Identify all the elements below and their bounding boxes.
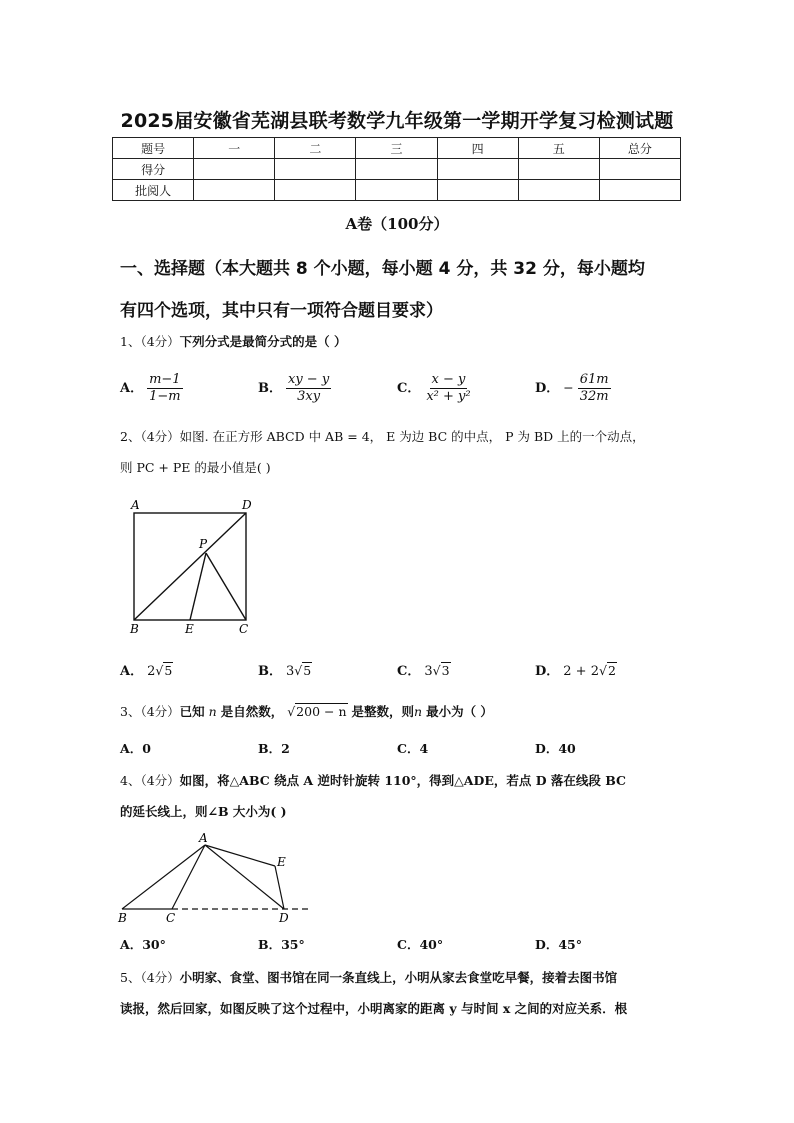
score-col-header: 总分 <box>599 138 680 159</box>
label-d: D <box>242 498 252 512</box>
score-cell <box>518 180 599 201</box>
minus-sign: − <box>563 380 574 395</box>
score-cell <box>356 180 437 201</box>
question-number: 2、（4分） <box>120 429 180 444</box>
question-number: 5、（4分） <box>120 970 180 985</box>
question-2-option-a[interactable]: A． 2√5 <box>120 663 173 679</box>
question-3-stem: 3、（4分）已知 n 是自然数， √200 − n 是整数，则n 最小为（ ） <box>120 704 493 719</box>
sqrt-symbol: √200 − n <box>287 704 347 719</box>
question-text: 如图. 在正方形 ABCD 中 AB = 4， E 为边 BC 的中点， P 为 BD 上的一个动点， <box>179 429 645 444</box>
square-figure <box>125 496 260 636</box>
label-e: E <box>277 855 286 869</box>
score-cell <box>437 180 518 201</box>
fraction: $\frac{m-1}{1-m}$ <box>149 372 181 404</box>
question-1-option-c[interactable] <box>397 372 517 405</box>
question-1-option-d[interactable] <box>535 372 655 405</box>
sqrt-symbol: √5 <box>294 663 312 678</box>
fraction: $\frac{61m}{32m}$ <box>579 372 609 404</box>
question-3-option-b[interactable]: B．2 <box>258 741 290 756</box>
label-c: C <box>239 622 249 636</box>
label-b: B <box>118 911 127 925</box>
section-a-title: A卷（100分） <box>345 215 449 233</box>
question-4-option-a[interactable]: A．30° <box>120 937 166 952</box>
score-col-header: 四 <box>437 138 518 159</box>
question-3-option-c[interactable]: C．4 <box>397 741 429 756</box>
label-c: C <box>166 911 176 925</box>
section-heading-line1: 一、选择题（本大题共 8 个小题，每小题 4 分，共 32 分，每小题均 <box>120 259 645 279</box>
score-row-label: 批阅人 <box>113 180 194 201</box>
label-e: E <box>185 622 194 636</box>
label-a: A <box>199 831 208 845</box>
question-number: 4、（4分） <box>120 773 180 788</box>
sqrt-symbol: √3 <box>432 663 450 678</box>
score-row-label: 得分 <box>113 159 194 180</box>
question-2-option-b[interactable]: B． 3√5 <box>258 663 312 679</box>
label-p: P <box>199 537 208 551</box>
option-label: C． <box>397 381 421 396</box>
score-col-header: 题号 <box>113 138 194 159</box>
score-cell <box>194 159 275 180</box>
question-number: 3、（4分） <box>120 704 180 719</box>
question-5-stem-line1: 5、（4分）小明家、食堂、图书馆在同一条直线上，小明从家去食堂吃早餐，接着去图书馆 <box>120 970 618 985</box>
question-4-option-b[interactable]: B．35° <box>258 937 305 952</box>
sqrt-symbol: √2 <box>598 663 616 678</box>
option-label: B． <box>258 381 282 396</box>
score-table-row <box>113 180 681 201</box>
score-table <box>112 137 681 201</box>
score-col-header: 二 <box>275 138 356 159</box>
score-table-row <box>113 159 681 180</box>
score-cell <box>518 159 599 180</box>
label-b: B <box>130 622 139 636</box>
question-2-option-c[interactable]: C． 3√3 <box>397 663 450 679</box>
question-1-stem <box>120 334 685 350</box>
question-4-option-c[interactable]: C．40° <box>397 937 444 952</box>
score-cell <box>275 180 356 201</box>
question-3-option-d[interactable]: D．40 <box>535 741 576 756</box>
exam-title: 2025届安徽省芜湖县联考数学九年级第一学期开学复习检测试题 <box>120 110 674 132</box>
score-cell <box>599 159 680 180</box>
option-label: A． <box>120 381 144 396</box>
question-3-option-a[interactable]: A．0 <box>120 741 151 756</box>
question-2-stem-line1 <box>120 429 685 445</box>
question-text: 下列分式是最简分式的是（ ） <box>179 334 347 349</box>
question-4-option-d[interactable]: D．45° <box>535 937 582 952</box>
section-heading-line2: 有四个选项，其中只有一项符合题目要求） <box>120 301 443 321</box>
question-1-option-b[interactable] <box>258 372 378 405</box>
fraction: $\frac{xy - y}{3xy}$ <box>287 372 330 404</box>
label-d: D <box>279 911 289 925</box>
label-a: A <box>131 498 140 512</box>
score-cell <box>599 180 680 201</box>
score-cell <box>356 159 437 180</box>
score-cell <box>437 159 518 180</box>
question-5-stem-line2: 读报，然后回家，如图反映了这个过程中，小明离家的距离 y 与时间 x 之间的对应关系．根 <box>120 1001 628 1016</box>
sqrt-symbol: √5 <box>155 663 173 678</box>
score-col-header: 五 <box>518 138 599 159</box>
score-col-header: 三 <box>356 138 437 159</box>
question-2-stem-line2: 则 PC + PE 的最小值是( ) <box>120 460 271 475</box>
option-label: D． <box>535 381 560 396</box>
question-4-stem-line2: 的延长线上，则∠B 大小为( ) <box>120 804 287 819</box>
score-cell <box>194 180 275 201</box>
score-col-header: 一 <box>194 138 275 159</box>
score-cell <box>275 159 356 180</box>
question-4-stem-line1: 4、（4分）如图，将△ABC 绕点 A 逆时针旋转 110°，得到△ADE，若点 D 落在线段 BC <box>120 773 626 788</box>
fraction: $\frac{x - y}{\text{x² + y²}}$ <box>426 372 471 404</box>
rotation-figure <box>112 830 322 925</box>
question-number: 1、（4分） <box>120 334 180 349</box>
score-table-header-row <box>113 138 681 159</box>
question-2-option-d[interactable]: D． 2 + 2√2 <box>535 663 616 679</box>
